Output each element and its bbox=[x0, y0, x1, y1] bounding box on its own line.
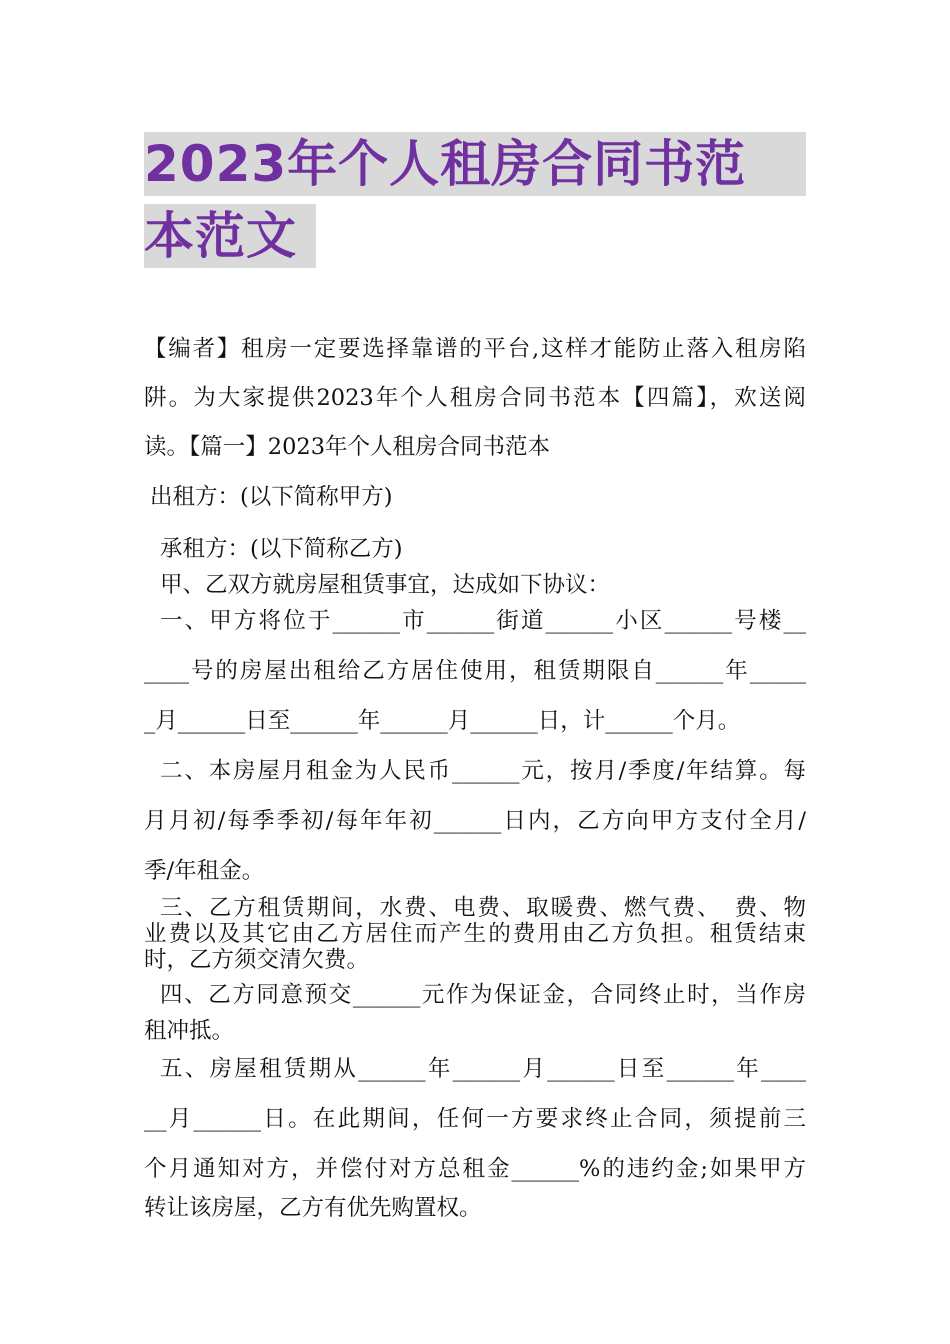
clause-1-line-2: ____号的房屋出租给乙方居住使用，租赁期限自______年_____ bbox=[144, 658, 806, 684]
clause-2-line-3: 季/年租金。 bbox=[144, 858, 265, 884]
intro-line-1: 【编者】租房一定要选择靠谱的平台,这样才能防止落入租房陷 bbox=[144, 336, 806, 362]
document-title-line-2: 本范文 bbox=[144, 204, 316, 268]
clause-5-line-2: __月______日。在此期间，任何一方要求终止合同，须提前三 bbox=[144, 1106, 806, 1132]
clause-3-line-1: 三、乙方租赁期间，水费、电费、取暖费、燃气费、 费、物 bbox=[160, 895, 806, 921]
intro-line-3: 读。【篇一】2023年个人租房合同书范本 bbox=[144, 434, 551, 460]
document-title-line-1: 2023年个人租房合同书范 bbox=[144, 132, 806, 196]
clause-1-line-3: _月______日至______年______月______日，计______个月。 bbox=[144, 708, 741, 734]
clause-1-line-1: 一、甲方将位于______市______街道______小区______号楼__ bbox=[160, 608, 806, 634]
clause-3-line-2: 业费以及其它由乙方居住而产生的费用由乙方负担。租赁结束 bbox=[144, 921, 806, 947]
clause-5-line-1: 五、房屋租赁期从______年______月______日至______年____ bbox=[160, 1056, 806, 1082]
clause-4-line-1: 四、乙方同意预交______元作为保证金，合同终止时，当作房 bbox=[160, 982, 806, 1008]
clause-5-line-4: 转让该房屋，乙方有优先购置权。 bbox=[144, 1195, 482, 1221]
clause-4-line-2: 租冲抵。 bbox=[144, 1018, 235, 1044]
clause-3-line-3: 时，乙方须交清欠费。 bbox=[144, 947, 370, 973]
agreement-line: 甲、乙双方就房屋租赁事宜，达成如下协议： bbox=[160, 572, 611, 598]
lessor-line: 出租方：(以下简称甲方) bbox=[150, 484, 393, 510]
clause-2-line-1: 二、本房屋月租金为人民币______元，按月/季度/年结算。每 bbox=[160, 758, 806, 784]
clause-5-line-3: 个月通知对方，并偿付对方总租金______%的违约金;如果甲方 bbox=[144, 1156, 806, 1182]
lessee-line: 承租方：(以下简称乙方) bbox=[160, 536, 403, 562]
intro-line-2: 阱。为大家提供2023年个人租房合同书范本【四篇】，欢送阅 bbox=[144, 385, 806, 411]
clause-2-line-2: 月月初/每季季初/每年年初______日内，乙方向甲方支付全月/ bbox=[144, 808, 806, 834]
